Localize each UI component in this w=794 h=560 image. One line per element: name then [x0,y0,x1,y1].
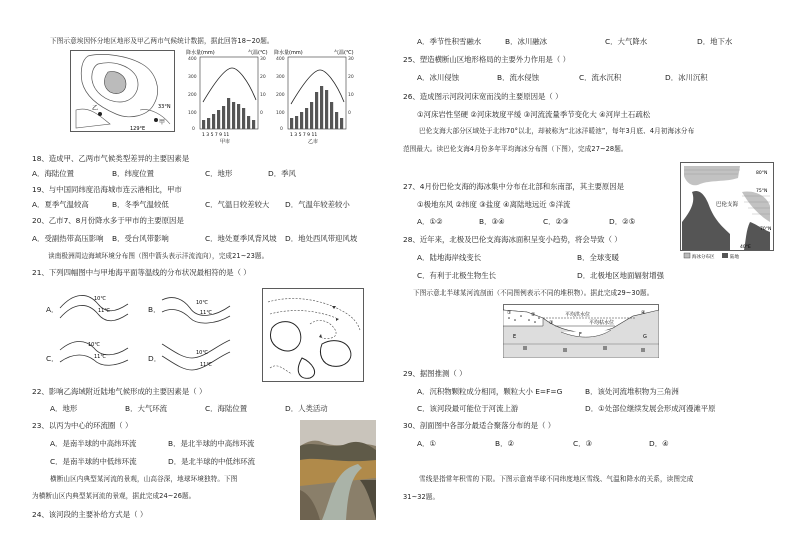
q19-option-b[interactable]: B．冬季气温较低 [112,200,169,209]
q23-option-a[interactable]: A．是南半球的中高纬环流 [50,439,137,448]
svg-text:10℃: 10℃ [196,300,208,306]
svg-text:300: 300 [188,75,197,80]
svg-text:0: 0 [192,127,195,132]
question-28: 28、近年来，北极及巴伦支海海冰面积呈变小趋势，将会导致（ ） [403,235,622,244]
barents-sea-ice-map [680,162,774,262]
intro-31-line1: 雪线是指常年积雪的下限。下图示意南半球不同纬度地区雪线、气温和降水的关系，读图完成 [419,475,694,483]
svg-text:G: G [643,334,647,340]
svg-text:①: ① [507,310,512,316]
q28-option-d[interactable]: D．北极地区地面辐射增强 [577,271,664,280]
question-18: 18、造成甲、乙两市气候类型差异的主要因素是 [32,154,190,163]
q21-option-c[interactable]: C． [46,354,59,363]
question-27: 27、4月份巴伦支海的海冰集中分布在北部和东南部，其主要原因是 [403,182,625,191]
climate-chart-jia [186,48,274,146]
river-valley-photo [300,420,376,520]
q22-option-a[interactable]: A．地形 [50,404,78,413]
svg-text:气温(℃): 气温(℃) [334,50,354,56]
question-25: 25、塑造横断山区地形格局的主要外力作用是（ ） [403,55,570,64]
q19-option-d[interactable]: D．气温年较差较小 [285,200,350,209]
q25-option-d[interactable]: D．冰川沉积 [665,73,708,82]
q21-option-a[interactable]: A． [46,305,59,314]
q25-option-a[interactable]: A．冰川侵蚀 [417,73,460,82]
svg-text:30: 30 [260,57,266,62]
q20-option-a[interactable]: A．受副热带高压影响 [32,234,104,243]
svg-text:11℃: 11℃ [200,362,212,368]
svg-text:平均洪水位: 平均洪水位 [565,312,591,318]
question-21: 21、下列四幅图中与甲地海平面等温线的分布状况最相符的是（ ） [32,268,251,277]
svg-text:10℃: 10℃ [88,342,100,348]
map-label-lon: 129°E [130,126,146,132]
svg-text:40°E: 40°E [740,245,751,250]
q27-option-c[interactable]: C．②③ [543,217,569,226]
q25-option-c[interactable]: C．流水沉积 [579,73,622,82]
q23-option-c[interactable]: C．是南半球的中低纬环流 [50,457,137,466]
isotherm-a [58,286,130,326]
svg-text:10℃: 10℃ [196,350,208,356]
q28-option-c[interactable]: C．有利于北极生物生长 [417,271,497,280]
svg-text:海冰分布区: 海冰分布区 [692,255,715,260]
svg-text:11℃: 11℃ [200,310,212,316]
q29-option-d[interactable]: D．①处部位继续发展会形成河漫滩平原 [585,404,716,413]
q29-option-c[interactable]: C．该河段最可能位于河流上游 [417,404,519,413]
climate-chart-yi [274,48,360,146]
map-label-lat: 33°N [158,104,171,110]
intro-24-line2: 为横断山区内典型某河流的景观，据此完成24~26题。 [32,492,196,500]
svg-text:400: 400 [276,57,285,62]
q28-option-b[interactable]: B．全球变暖 [577,253,620,262]
right-column [397,0,794,560]
q20-option-b[interactable]: B．受台风带影响 [112,234,169,243]
intro-29: 下图示意北半球某河流剖面（不同图例表示不同的堆积物）。据此完成29~30题。 [413,289,654,297]
map-label-yi: 乙 [92,105,99,112]
q18-option-b[interactable]: B．纬度位置 [112,169,155,178]
question-19: 19、与中国同纬度沿海城市连云港相比，甲市 [32,185,182,194]
q27-option-b[interactable]: B．③④ [479,217,505,226]
question-26: 26、造成图示河段河床宽而浅的主要原因是（ ） [403,92,563,101]
svg-text:甲市: 甲市 [220,139,231,145]
intro-31-line2: 31~32题。 [403,493,440,501]
svg-text:巴伦支海: 巴伦支海 [716,202,739,208]
svg-text:1 3 5 7 9 11: 1 3 5 7 9 11 [202,133,230,138]
q25-option-b[interactable]: B．流水侵蚀 [497,73,540,82]
q21-option-d[interactable]: D． [148,354,162,363]
question-29: 29、据图推测（ ） [403,369,467,378]
svg-text:④: ④ [641,310,646,316]
isotherm-b [160,286,232,326]
question-30: 30、剖面图中各部分最适合聚落分布的是（ ） [403,421,556,430]
q29-option-a[interactable]: A．沉积物颗粒成分相同，颗粒大小 E=F=G [417,387,563,396]
svg-text:③: ③ [549,320,554,326]
q28-option-a[interactable]: A．陆地海岸线变长 [417,253,482,262]
svg-text:200: 200 [276,93,285,98]
q18-option-c[interactable]: C．地形 [205,169,233,178]
q23-option-b[interactable]: B．是北半球的中高纬环流 [168,439,255,448]
svg-text:200: 200 [188,93,197,98]
question-24: 24、该河段的主要补给方式是（ ） [32,510,148,519]
svg-text:陆地: 陆地 [730,255,739,260]
svg-text:0: 0 [260,111,263,116]
svg-text:70°N: 70°N [760,227,772,232]
q20-option-c[interactable]: C．地处夏季风背风坡 [205,234,277,243]
isotherm-c [58,334,130,374]
svg-text:0: 0 [280,127,283,132]
q30-option-b[interactable]: B．② [495,439,515,448]
svg-text:10: 10 [260,93,266,98]
map-label-jia: 甲 [159,119,166,126]
question-20: 20、乙市7、8月份降水多于甲市的主要原因是 [32,216,184,225]
svg-text:E: E [513,334,517,340]
q24-option-b[interactable]: B．冰川融冰 [505,37,548,46]
river-cross-section [503,304,659,358]
svg-text:乙市: 乙市 [308,139,319,145]
svg-text:降水量(mm): 降水量(mm) [186,50,215,56]
q18-option-d[interactable]: D．季风 [268,169,296,178]
q30-option-a[interactable]: A．① [417,439,437,448]
q22-option-c[interactable]: C．海陆位置 [205,404,248,413]
q24-option-c[interactable]: C．大气降水 [605,37,648,46]
svg-text:0: 0 [348,111,351,116]
q19-option-a[interactable]: A．夏季气温较高 [32,200,89,209]
intro-24-line1: 横断山区内典型某河流的景观，山高谷深，地球环境独特。下图 [50,475,238,483]
q24-option-d[interactable]: D．地下水 [697,37,733,46]
topographic-map [70,50,175,132]
svg-text:10: 10 [348,93,354,98]
q18-option-a[interactable]: A．海陆位置 [32,169,75,178]
svg-text:75°N: 75°N [756,189,768,194]
isotherm-d [160,334,232,374]
q19-option-c[interactable]: C．气温日较差较大 [205,200,270,209]
svg-text:100: 100 [188,111,197,116]
svg-text:100: 100 [276,111,285,116]
svg-text:80°N: 80°N [756,171,768,176]
q30-option-c[interactable]: C．③ [573,439,593,448]
svg-text:平均枯水位: 平均枯水位 [589,320,615,326]
q21-option-b[interactable]: B． [148,305,161,314]
svg-text:11℃: 11℃ [94,354,106,360]
q23-option-d[interactable]: D．是北半球的中低纬环流 [168,457,255,466]
svg-text:②: ② [531,312,536,318]
svg-text:11℃: 11℃ [98,308,110,314]
q27-items: ①极地东风 ②纬度 ③盐度 ④离陆地远近 ⑤洋流 [417,200,571,209]
svg-text:30: 30 [348,57,354,62]
svg-text:气温(℃): 气温(℃) [248,50,268,56]
question-22: 22、影响乙海域附近陆地气候形成的主要因素是（ ） [32,387,207,396]
q20-option-d[interactable]: D．地处西风带迎风坡 [285,234,358,243]
question-23: 23、以丙为中心的环流圈（ ） [32,421,133,430]
q27-option-a[interactable]: A．①② [417,217,443,226]
q29-option-b[interactable]: B．该处河流堆积物为三角洲 [585,387,679,396]
svg-text:1 3 5 7 9 11: 1 3 5 7 9 11 [290,133,318,138]
svg-text:300: 300 [276,75,285,80]
intro-27-line1: 巴伦支海大部分区域处于北纬70°以北，却被称为“北冰洋暖池”，每年3月底、4月初海冰分布 [419,127,695,135]
q22-option-d[interactable]: D．人类活动 [285,404,328,413]
svg-text:10℃: 10℃ [94,296,106,302]
q27-option-d[interactable]: D．②⑤ [609,217,636,226]
intro-27-line2: 范围最大。读巴伦支海4月份多年平均海冰分布图（下图），完成27~28题。 [403,145,628,153]
q26-items: ①河床岩性坚硬 ②河床坡度平缓 ③河流流量季节变化大 ④河岸土石疏松 [417,110,651,119]
q24-option-a[interactable]: A．季节性积雪融水 [417,37,482,46]
intro-18: 下图示意埃因怀分地区地形及甲乙两市气候统计数据，据此回答18~20题。 [50,37,274,45]
svg-text:400: 400 [188,57,197,62]
q30-option-d[interactable]: D．④ [649,439,669,448]
svg-text:20: 20 [348,75,354,80]
ocean-current-map [262,288,364,382]
q22-option-b[interactable]: B．大气环流 [125,404,168,413]
svg-text:F: F [579,332,582,338]
svg-text:降水量(mm): 降水量(mm) [274,50,303,56]
svg-text:20: 20 [260,75,266,80]
intro-21: 读南极洲周边海域环境分布图（图中箭头表示洋流流向），完成21~23题。 [48,252,269,260]
